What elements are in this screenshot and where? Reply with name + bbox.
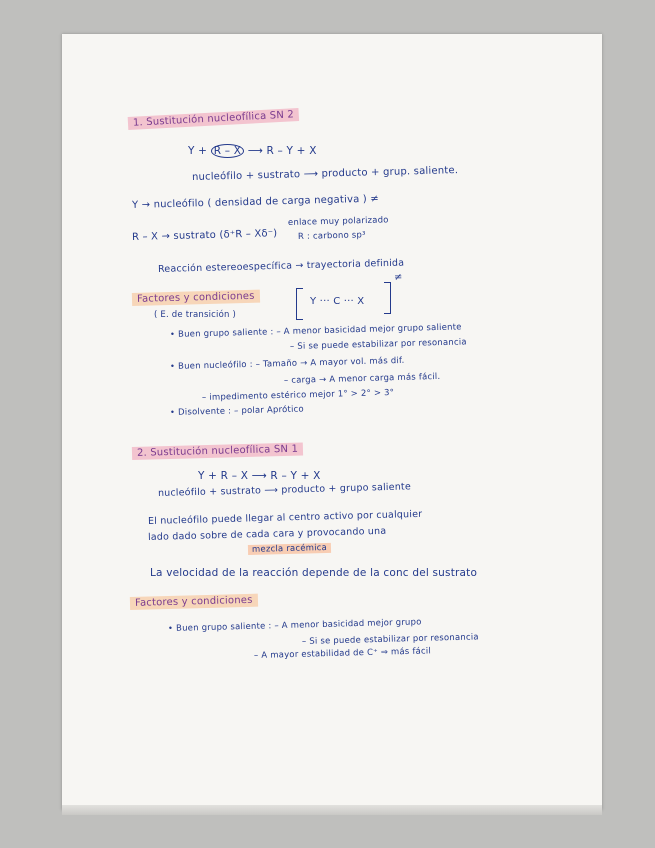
s1-bullet2c: – impedimento estérico mejor 1° > 2° > 3° [201,387,395,403]
stereo-line: Reacción estereoespecífica → trayectoria definida [157,257,405,275]
ts-bracket-left [296,288,303,320]
s1-bullet1: • Buen grupo saliente : – A menor basicidad mejor grupo saliente [169,322,462,340]
transition-state: Y ··· C ··· X [310,296,365,307]
paper-sheet [62,34,602,810]
enlace-note: enlace muy polarizado [287,215,389,228]
sn1-text2: lado dado sobre de cada cara y provocando una [147,525,387,543]
carbono-note: R : carbono sp³ [297,230,366,242]
sustrato-definition: R – X → sustrato (δ⁺R – Xδ⁻) [131,228,278,243]
section1-equation: Y + R – X ⟶ R – Y + X [188,145,317,157]
s1-bullet2: • Buen nucleófilo : – Tamaño → A mayor vol. más dif. [169,355,405,372]
section1-eq-names: nucleófilo + sustrato ⟶ producto + grup. saliente. [191,165,459,183]
s1-bullet3: • Disolvente : – polar Aprótico [169,404,304,418]
section2-eq-names: nucleófilo + sustrato ⟶ producto + grupo saliente [157,481,412,499]
section2-title: 2. Sustitución nucleofílica SN 1 [132,444,303,459]
section2-equation: Y + R – X ⟶ R – Y + X [198,470,321,482]
ts-bracket-right [384,282,391,314]
factors2-title: Factores y condiciones [130,595,258,609]
s2-bullet1c: – A mayor estabilidad de C⁺ ⇒ más fácil [253,646,432,661]
paper-shadow [62,805,602,815]
s1-bullet2b: – carga → A menor carga más fácil. [283,371,441,386]
sn1-text1: El nucleófilo puede llegar al centro activo por cualquier [147,508,423,527]
section1-title: 1. Sustitución nucleofílica SN 2 [128,109,299,129]
rx-circled: R – X [211,144,244,158]
nucleofilo-definition: Y → nucleófilo ( densidad de carga negativa ) ≠ [131,193,380,211]
s2-bullet1: • Buen grupo saliente : – A menor basicidad mejor grupo [167,617,422,634]
factors1-title: Factores y condiciones [132,291,260,305]
velocidad-line: La velocidad de la reacción depende de la conc del sustrato [150,567,478,579]
s1-bullet1b: – Si se puede estabilizar por resonancia [289,337,467,352]
s2-bullet1b: – Si se puede estabilizar por resonancia [301,632,479,647]
factors1-sub: ( E. de transición ) [154,310,236,320]
mezcla-racemica: mezcla racémica [248,543,331,555]
ts-mark: ≠ [394,272,403,283]
